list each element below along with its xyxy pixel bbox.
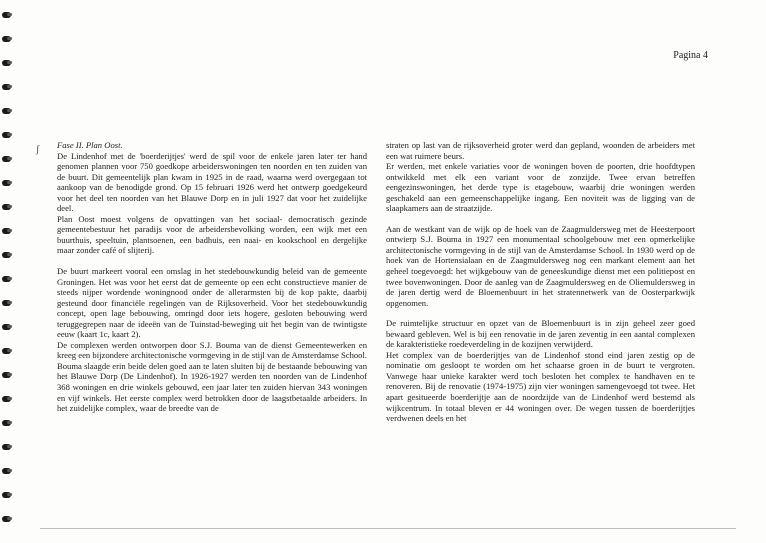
binding-ring [2,84,11,90]
binding-ring [2,444,11,450]
paragraph: Er werden, met enkele variaties voor de woningen boven de poorten, drie hoofdtypen ontwikkeld met elk een variant voor de zonzijde. Twee ervan betreffen eengezinswoningen, het derde type is etagebouw, waarbij drie woningen werden geschakeld aan een gemeenschappelijke ingang. Een noviteit was de ligging van de slaapkamers aan de straatzijde. [386,161,695,214]
paragraph: straten op last van de rijksoverheid groter werd dan gepland, woonden de arbeiders met een wat ruimere beurs. [386,140,695,161]
binding-ring [2,228,11,234]
left-column [57,140,367,414]
section-heading: Fase II. Plan Oost. [57,140,123,150]
paragraph: De ruimtelijke structuur en opzet van de Bloemenbuurt is in zijn geheel zeer goed bewaard gebleven. Wel is bij een renovatie in de jaren zeventig in een aantal complexen de karakteristieke roedeverdeling in de kozijnen verwijderd. [386,318,695,350]
page-number: Pagina 4 [673,50,708,61]
binding-ring [2,12,11,18]
binding-ring [2,348,11,354]
paragraph: Aan de westkant van de wijk op de hoek van de Zaagmuldersweg met de Heesterpoort ontwierp S.J. Bouma in 1927 een monumentaal schoolgebouw met een opmerkelijke architectonische vormgeving in de stijl van de Amsterdamse School. In 1930 werd op de hoek van de Hortensialaan en de Zaagmuldersweg nog een markant element aan het geheel toegevoegd: het wijkgebouw van de geneeskundige dienst met een politiepost en twee bovenwoningen. Door de aanleg van de Zaagmuldersweg en de Oliemuldersweg in de jaren dertig werd de Bloemenbuurt in het stratennetwerk van de Oosterparkwijk opgenomen. [386,223,695,308]
binding-ring [2,516,11,522]
right-column [386,140,695,424]
binding-ring [2,420,11,426]
spiral-binding [0,0,16,543]
binding-ring [2,108,11,114]
binding-ring [2,468,11,474]
binding-ring [2,276,11,282]
binding-ring [2,300,11,306]
binding-ring [2,132,11,138]
paragraph: Het complex van de boerderijtjes van de Lindenhof stond eind jaren zestig op de nominatie om gesloopt te worden om het schaarse groen in de buurt te vergroten. Vanwege haar unieke karakter werd toch besloten het complex te handhaven en te renoveren. Bij de renovatie (1974-1975) zijn vier woningen samengevoegd tot twee. Het apart gesitueerde boerderijtje aan de noordzijde van de Lindenhof werd bestemd als wijkcentrum. In totaal bleven er 44 woningen over. De wegen tussen de boerderijtjes verdwenen deels en het [386,349,695,424]
page-bottom-edge [40,528,736,529]
binding-ring [2,156,11,162]
binding-ring [2,324,11,330]
binding-ring [2,204,11,210]
paragraph: De Lindenhof met de 'boerderijtjes' werd de spil voor de enkele jaren later ter hand genomen plannen voor 750 goedkope arbeiderswoningen ten noorden en ten zuiden van de buurt. Dit gemeentelijk plan kwam in 1925 in de raad, waarna werd overgegaan tot aankoop van de benodigde grond. Op 15 februari 1926 werd het ontwerp goedgekeurd voor het deel ten noorden van het Blauwe Dorp en in juli 1927 dat voor het zuidelijke deel. [57,150,367,214]
binding-ring [2,396,11,402]
paragraph: Plan Oost moest volgens de opvattingen van het sociaal- democratisch gezinde gemeentebestuur het paradijs voor de arbeidersbevolking worden, een wijk met een buurthuis, speeltuin, plantsoenen, een badhuis, een naai- en kookschool en dergelijke maar zonder café of slijterij. [57,213,367,256]
paragraph: De complexen werden ontworpen door S.J. Bouma van de dienst Gemeentewerken en kreeg een bijzondere architectonische vormgeving in de stijl van de Amsterdamse School. Bouma slaagde erin beide delen goed aan te laten sluiten bij de bestaande bebouwing van het Blauwe Dorp (De Lindenhof). In 1926-1927 werden ten noorden van de Lindenhof 368 woningen en drie winkels gebouwd, een jaar later ten zuiden hiervan 343 woningen en vijf winkels. Het eerste complex werd betrokken door de laagstbetaalde arbeiders. In het zuidelijke complex, waar de breedte van de [57,339,367,414]
margin-mark: ʃ [36,144,40,155]
binding-ring [2,492,11,498]
binding-ring [2,180,11,186]
binding-ring [2,252,11,258]
paragraph: De buurt markeert vooral een omslag in het stedebouwkundig beleid van de gemeente Groningen. Het was voor het eerst dat de gemeente op een echt constructieve manier de steeds nijper wordende woningnood onder de allerarmsten bij de kop pakte, daarbij gesteund door financiële regelingen van de Rijksoverheid. Voor het stedebouwkundig concept, open lage bebouwing, omringd door iets hogere, gesloten bebouwing werd teruggegrepen naar de ideeën van de Tuinstad-beweging uit het begin van de twintigste eeuw (kaart 1c, kaart 2). [57,266,367,340]
binding-ring [2,36,11,42]
binding-ring [2,372,11,378]
binding-ring [2,60,11,66]
